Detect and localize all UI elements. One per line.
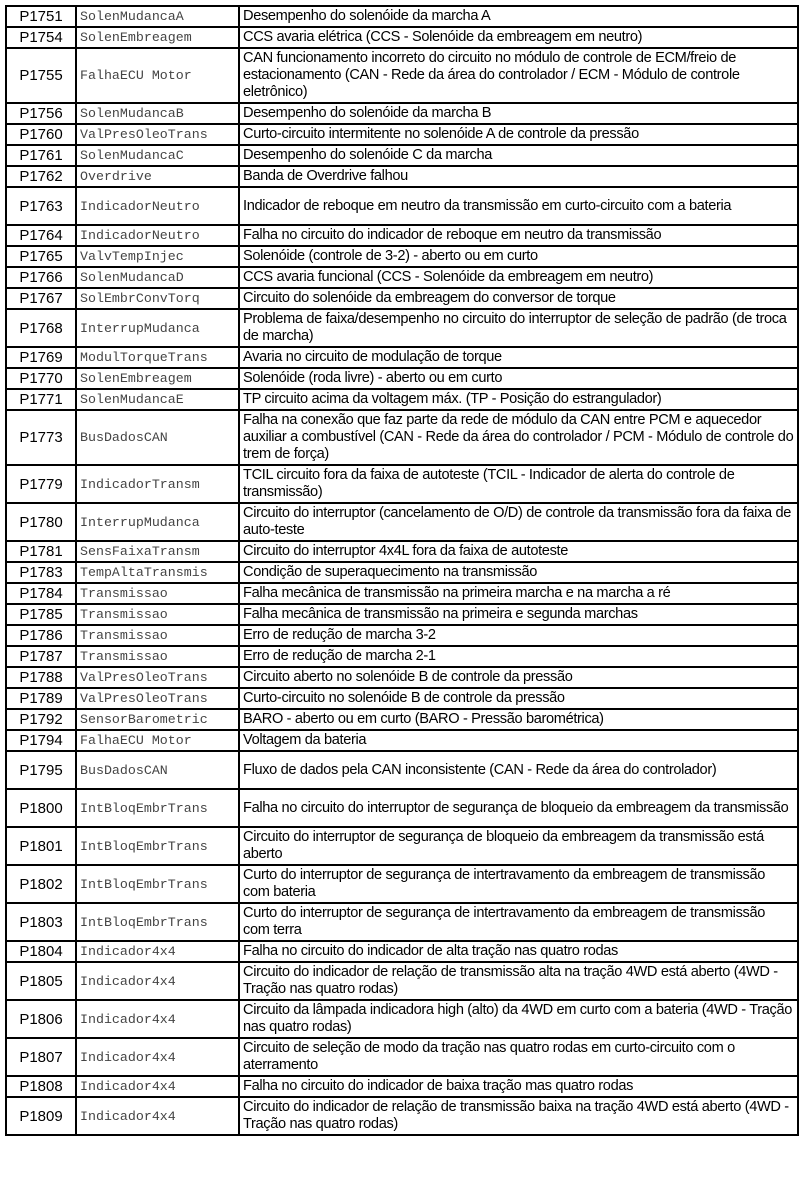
- description-cell: Circuito da lâmpada indicadora high (alto) da 4WD em curto com a bateria (4WD - Tração nas quatro rodas): [239, 1000, 798, 1038]
- description-cell: Banda de Overdrive falhou: [239, 166, 798, 187]
- component-cell: ValPresOleoTrans: [76, 688, 239, 709]
- dtc-table-body: [6, 6, 798, 1135]
- dtc-code-cell: P1805: [6, 962, 76, 1000]
- component-cell: Indicador4x4: [76, 1097, 239, 1135]
- description-cell: Falha no circuito do indicador de baixa tração mas quatro rodas: [239, 1076, 798, 1097]
- description-cell: Avaria no circuito de modulação de torque: [239, 347, 798, 368]
- component-cell: TempAltaTransmis: [76, 562, 239, 583]
- description-cell: Circuito do interruptor (cancelamento de O/D) de controle da transmissão fora da faixa de auto-teste: [239, 503, 798, 541]
- dtc-code-cell: P1755: [6, 48, 76, 103]
- table-row: [6, 1000, 798, 1038]
- component-cell: SensorBarometric: [76, 709, 239, 730]
- component-cell: Transmissao: [76, 583, 239, 604]
- dtc-code-cell: P1800: [6, 789, 76, 827]
- dtc-code-table: [5, 5, 799, 1136]
- component-cell: SolenMudancaB: [76, 103, 239, 124]
- component-cell: IntBloqEmbrTrans: [76, 827, 239, 865]
- component-cell: IndicadorNeutro: [76, 187, 239, 225]
- component-cell: FalhaECU Motor: [76, 48, 239, 103]
- table-row: [6, 688, 798, 709]
- table-row: [6, 1038, 798, 1076]
- component-cell: IndicadorNeutro: [76, 225, 239, 246]
- table-row: [6, 48, 798, 103]
- dtc-code-cell: P1773: [6, 410, 76, 465]
- dtc-code-cell: P1802: [6, 865, 76, 903]
- description-cell: Problema de faixa/desempenho no circuito do interruptor de seleção de padrão (de troca de marcha): [239, 309, 798, 347]
- table-row: [6, 562, 798, 583]
- dtc-code-cell: P1786: [6, 625, 76, 646]
- dtc-code-cell: P1763: [6, 187, 76, 225]
- dtc-code-cell: P1806: [6, 1000, 76, 1038]
- component-cell: IntBloqEmbrTrans: [76, 789, 239, 827]
- component-cell: Transmissao: [76, 625, 239, 646]
- description-cell: Circuito do interruptor de segurança de bloqueio da embreagem da transmissão está aberto: [239, 827, 798, 865]
- component-cell: SolenEmbreagem: [76, 368, 239, 389]
- dtc-code-cell: P1780: [6, 503, 76, 541]
- dtc-code-cell: P1804: [6, 941, 76, 962]
- description-cell: Falha mecânica de transmissão na primeira marcha e na marcha a ré: [239, 583, 798, 604]
- dtc-code-cell: P1779: [6, 465, 76, 503]
- table-row: [6, 709, 798, 730]
- dtc-code-cell: P1771: [6, 389, 76, 410]
- dtc-code-cell: P1789: [6, 688, 76, 709]
- component-cell: FalhaECU Motor: [76, 730, 239, 751]
- dtc-code-cell: P1766: [6, 267, 76, 288]
- component-cell: Overdrive: [76, 166, 239, 187]
- component-cell: Indicador4x4: [76, 962, 239, 1000]
- description-cell: Falha no circuito do indicador de alta tração nas quatro rodas: [239, 941, 798, 962]
- table-row: [6, 465, 798, 503]
- dtc-code-cell: P1792: [6, 709, 76, 730]
- component-cell: BusDadosCAN: [76, 751, 239, 789]
- table-row: [6, 410, 798, 465]
- component-cell: ValPresOleoTrans: [76, 124, 239, 145]
- component-cell: Indicador4x4: [76, 1000, 239, 1038]
- description-cell: Falha na conexão que faz parte da rede de módulo da CAN entre PCM e aquecedor auxiliar a combustível (CAN - Rede da área do controlador / PCM - Módulo de controle do trem de força): [239, 410, 798, 465]
- table-row: [6, 246, 798, 267]
- dtc-code-cell: P1785: [6, 604, 76, 625]
- table-row: [6, 288, 798, 309]
- component-cell: IntBloqEmbrTrans: [76, 903, 239, 941]
- description-cell: Desempenho do solenóide C da marcha: [239, 145, 798, 166]
- description-cell: Falha no circuito do interruptor de segurança de bloqueio da embreagem da transmissão: [239, 789, 798, 827]
- component-cell: IntBloqEmbrTrans: [76, 865, 239, 903]
- dtc-code-cell: P1762: [6, 166, 76, 187]
- description-cell: TP circuito acima da voltagem máx. (TP - Posição do estrangulador): [239, 389, 798, 410]
- table-row: [6, 903, 798, 941]
- description-cell: Condição de superaquecimento na transmissão: [239, 562, 798, 583]
- dtc-code-cell: P1751: [6, 6, 76, 27]
- description-cell: Circuito do indicador de relação de transmissão baixa na tração 4WD está aberto (4WD - Tração nas quatro rodas): [239, 1097, 798, 1135]
- description-cell: Solenóide (roda livre) - aberto ou em curto: [239, 368, 798, 389]
- description-cell: CAN funcionamento incorreto do circuito no módulo de controle de ECM/freio de estacionamento (CAN - Rede da área do controlador / ECM - Módulo de controle eletrônico): [239, 48, 798, 103]
- dtc-code-cell: P1788: [6, 667, 76, 688]
- component-cell: SolenMudancaE: [76, 389, 239, 410]
- description-cell: Circuito do indicador de relação de transmissão alta na tração 4WD está aberto (4WD - Tração nas quatro rodas): [239, 962, 798, 1000]
- dtc-code-cell: P1756: [6, 103, 76, 124]
- table-row: [6, 789, 798, 827]
- component-cell: ValPresOleoTrans: [76, 667, 239, 688]
- component-cell: BusDadosCAN: [76, 410, 239, 465]
- description-cell: Fluxo de dados pela CAN inconsistente (CAN - Rede da área do controlador): [239, 751, 798, 789]
- dtc-code-cell: P1769: [6, 347, 76, 368]
- table-row: [6, 347, 798, 368]
- table-row: [6, 730, 798, 751]
- description-cell: Falha mecânica de transmissão na primeira e segunda marchas: [239, 604, 798, 625]
- dtc-code-cell: P1801: [6, 827, 76, 865]
- description-cell: BARO - aberto ou em curto (BARO - Pressão barométrica): [239, 709, 798, 730]
- component-cell: InterrupMudanca: [76, 503, 239, 541]
- dtc-code-cell: P1795: [6, 751, 76, 789]
- dtc-code-cell: P1764: [6, 225, 76, 246]
- component-cell: Indicador4x4: [76, 941, 239, 962]
- description-cell: Curto do interruptor de segurança de intertravamento da embreagem de transmissão com bateria: [239, 865, 798, 903]
- table-row: [6, 941, 798, 962]
- component-cell: ValvTempInjec: [76, 246, 239, 267]
- component-cell: Indicador4x4: [76, 1076, 239, 1097]
- description-cell: Circuito de seleção de modo da tração nas quatro rodas em curto-circuito com o aterramento: [239, 1038, 798, 1076]
- table-row: [6, 368, 798, 389]
- table-row: [6, 667, 798, 688]
- description-cell: Erro de redução de marcha 3-2: [239, 625, 798, 646]
- description-cell: Voltagem da bateria: [239, 730, 798, 751]
- component-cell: SolenEmbreagem: [76, 27, 239, 48]
- component-cell: SolEmbrConvTorq: [76, 288, 239, 309]
- description-cell: Erro de redução de marcha 2-1: [239, 646, 798, 667]
- table-row: [6, 309, 798, 347]
- table-row: [6, 145, 798, 166]
- component-cell: IndicadorTransm: [76, 465, 239, 503]
- dtc-code-cell: P1808: [6, 1076, 76, 1097]
- description-cell: Circuito aberto no solenóide B de controle da pressão: [239, 667, 798, 688]
- table-row: [6, 1097, 798, 1135]
- component-cell: InterrupMudanca: [76, 309, 239, 347]
- dtc-code-cell: P1784: [6, 583, 76, 604]
- component-cell: Transmissao: [76, 646, 239, 667]
- dtc-code-cell: P1754: [6, 27, 76, 48]
- dtc-code-cell: P1767: [6, 288, 76, 309]
- dtc-code-cell: P1783: [6, 562, 76, 583]
- description-cell: Curto-circuito intermitente no solenóide A de controle da pressão: [239, 124, 798, 145]
- dtc-code-cell: P1765: [6, 246, 76, 267]
- table-row: [6, 541, 798, 562]
- dtc-code-cell: P1807: [6, 1038, 76, 1076]
- table-row: [6, 27, 798, 48]
- table-row: [6, 646, 798, 667]
- dtc-code-cell: P1809: [6, 1097, 76, 1135]
- description-cell: Indicador de reboque em neutro da transmissão em curto-circuito com a bateria: [239, 187, 798, 225]
- component-cell: SolenMudancaC: [76, 145, 239, 166]
- description-cell: Curto do interruptor de segurança de intertravamento da embreagem de transmissão com terra: [239, 903, 798, 941]
- table-row: [6, 827, 798, 865]
- table-row: [6, 103, 798, 124]
- description-cell: Desempenho do solenóide da marcha A: [239, 6, 798, 27]
- component-cell: SensFaixaTransm: [76, 541, 239, 562]
- component-cell: Transmissao: [76, 604, 239, 625]
- component-cell: ModulTorqueTrans: [76, 347, 239, 368]
- table-row: [6, 389, 798, 410]
- dtc-code-cell: P1794: [6, 730, 76, 751]
- component-cell: SolenMudancaA: [76, 6, 239, 27]
- table-row: [6, 962, 798, 1000]
- table-row: [6, 503, 798, 541]
- table-row: [6, 124, 798, 145]
- component-cell: SolenMudancaD: [76, 267, 239, 288]
- description-cell: Circuito do solenóide da embreagem do conversor de torque: [239, 288, 798, 309]
- dtc-code-cell: P1760: [6, 124, 76, 145]
- dtc-code-cell: P1770: [6, 368, 76, 389]
- description-cell: CCS avaria elétrica (CCS - Solenóide da embreagem em neutro): [239, 27, 798, 48]
- table-row: [6, 865, 798, 903]
- table-row: [6, 583, 798, 604]
- dtc-code-cell: P1781: [6, 541, 76, 562]
- description-cell: Circuito do interruptor 4x4L fora da faixa de autoteste: [239, 541, 798, 562]
- dtc-code-cell: P1803: [6, 903, 76, 941]
- description-cell: Falha no circuito do indicador de reboque em neutro da transmissão: [239, 225, 798, 246]
- dtc-code-cell: P1787: [6, 646, 76, 667]
- table-row: [6, 625, 798, 646]
- dtc-code-cell: P1768: [6, 309, 76, 347]
- table-row: [6, 1076, 798, 1097]
- table-row: [6, 751, 798, 789]
- description-cell: CCS avaria funcional (CCS - Solenóide da embreagem em neutro): [239, 267, 798, 288]
- component-cell: Indicador4x4: [76, 1038, 239, 1076]
- description-cell: Desempenho do solenóide da marcha B: [239, 103, 798, 124]
- table-row: [6, 604, 798, 625]
- table-row: [6, 225, 798, 246]
- table-row: [6, 166, 798, 187]
- description-cell: Solenóide (controle de 3-2) - aberto ou em curto: [239, 246, 798, 267]
- table-row: [6, 6, 798, 27]
- table-row: [6, 267, 798, 288]
- description-cell: TCIL circuito fora da faixa de autoteste (TCIL - Indicador de alerta do controle de transmissão): [239, 465, 798, 503]
- dtc-code-cell: P1761: [6, 145, 76, 166]
- description-cell: Curto-circuito no solenóide B de controle da pressão: [239, 688, 798, 709]
- table-row: [6, 187, 798, 225]
